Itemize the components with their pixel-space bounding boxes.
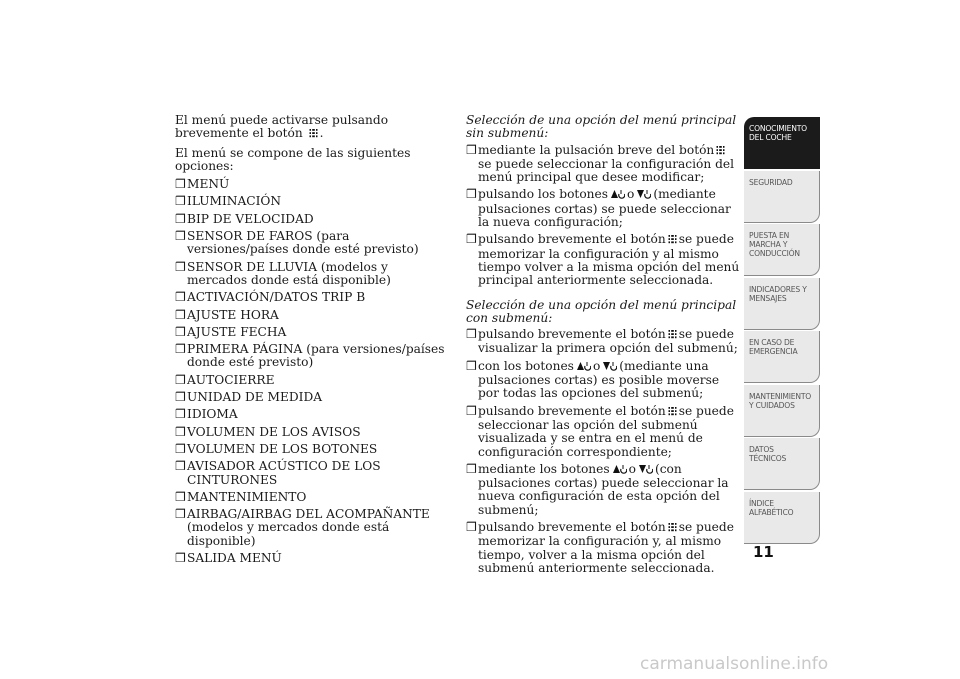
menu-button-icon bbox=[668, 406, 677, 419]
menu-button-icon bbox=[309, 128, 318, 141]
bullet-icon: ❒ bbox=[175, 507, 186, 522]
chapter-tab-label: SEGURIDAD bbox=[749, 177, 793, 187]
menu-option-label: UNIDAD DE MEDIDA bbox=[187, 390, 323, 405]
menu-button-icon bbox=[668, 329, 677, 342]
menu-button-icon bbox=[668, 522, 677, 535]
step-text: (mediante pulsaciones cortas) se puede seleccionar la nueva configuración; bbox=[478, 187, 731, 230]
step-text: pulsando brevemente el botón bbox=[478, 232, 666, 247]
bullet-icon: ❒ bbox=[466, 187, 477, 202]
bullet-icon: ❒ bbox=[466, 327, 477, 342]
list-item bbox=[175, 508, 447, 548]
section-heading-with-submenu: Selección de una opción del menú principal con submenú: bbox=[466, 297, 737, 325]
bullet-icon: ❒ bbox=[175, 459, 186, 474]
down-button-icon bbox=[636, 188, 651, 202]
chapter-tab[interactable] bbox=[744, 224, 820, 276]
steps-with-submenu bbox=[466, 328, 740, 575]
bullet-icon: ❒ bbox=[175, 259, 186, 274]
menu-options-list bbox=[175, 178, 447, 565]
list-item bbox=[466, 188, 740, 229]
chapter-tab-label: EN CASO DE EMERGENCIA bbox=[749, 338, 798, 356]
down-button-icon bbox=[602, 360, 617, 374]
menu-option-label: AJUSTE HORA bbox=[187, 307, 279, 322]
menu-option-label: SALIDA MENÚ bbox=[187, 551, 282, 566]
bullet-icon: ❒ bbox=[175, 290, 186, 305]
bullet-icon: ❒ bbox=[466, 520, 477, 535]
bullet-icon: ❒ bbox=[175, 424, 186, 439]
up-button-icon bbox=[610, 188, 625, 202]
menu-button-icon bbox=[668, 234, 677, 247]
list-item bbox=[175, 491, 447, 504]
bullet-icon: ❒ bbox=[466, 358, 477, 373]
bullet-icon: ❒ bbox=[175, 211, 186, 226]
right-column bbox=[466, 114, 740, 579]
list-item bbox=[175, 343, 447, 370]
step-connector: o bbox=[628, 461, 636, 476]
list-item bbox=[175, 460, 447, 487]
bullet-icon: ❒ bbox=[175, 229, 186, 244]
page-number: 11 bbox=[753, 543, 774, 561]
step-text: pulsando brevemente el botón bbox=[478, 520, 666, 535]
step-text: se puede seleccionar las opción del submenú visualizada y se entra en el menú de configuración correspondiente; bbox=[478, 403, 734, 459]
bullet-icon: ❒ bbox=[466, 403, 477, 418]
chapter-tab[interactable] bbox=[744, 331, 820, 383]
menu-option-label: AVISADOR ACÚSTICO DE LOS CINTURONES bbox=[187, 459, 381, 487]
step-text: (mediante una pulsaciones cortas) es posible moverse por todas las opciones del submenú; bbox=[478, 358, 720, 401]
step-text: se puede visualizar la primera opción del submenú; bbox=[478, 327, 738, 356]
menu-option-label: VOLUMEN DE LOS AVISOS bbox=[187, 424, 361, 439]
menu-button-icon bbox=[716, 145, 725, 158]
list-item bbox=[175, 374, 447, 387]
list-item bbox=[175, 391, 447, 404]
step-connector: o bbox=[592, 358, 601, 373]
step-text: se puede seleccionar la configuración del menú principal que desee modificar; bbox=[478, 156, 734, 185]
list-item bbox=[466, 360, 740, 401]
step-text: pulsando brevemente el botón bbox=[478, 327, 666, 342]
chapter-tab[interactable] bbox=[744, 438, 820, 490]
list-item bbox=[175, 178, 447, 191]
menu-option-label: MENÚ bbox=[187, 177, 230, 192]
step-text: se puede memorizar la configuración y al mismo tiempo volver a la misma opción del menú principal anteriormente seleccionada. bbox=[478, 232, 740, 288]
step-text: (con pulsaciones cortas) puede seleccionar la nueva configuración de esta opción del submenú; bbox=[478, 461, 729, 517]
bullet-icon: ❒ bbox=[175, 407, 186, 422]
watermark: carmanualsonline.info bbox=[640, 654, 829, 674]
bullet-icon: ❒ bbox=[466, 142, 477, 157]
bullet-icon: ❒ bbox=[175, 194, 186, 209]
bullet-icon: ❒ bbox=[175, 441, 186, 456]
list-item bbox=[466, 328, 740, 356]
menu-option-label: PRIMERA PÁGINA (para versiones/países donde esté previsto) bbox=[187, 342, 445, 370]
list-item bbox=[466, 521, 740, 575]
list-item bbox=[466, 405, 740, 459]
list-item bbox=[175, 326, 447, 339]
step-text: con los botones bbox=[478, 358, 574, 373]
chapter-tab[interactable] bbox=[744, 117, 820, 169]
steps-without-submenu bbox=[466, 144, 740, 288]
list-item bbox=[466, 233, 740, 287]
step-connector: o bbox=[627, 187, 635, 202]
bullet-icon: ❒ bbox=[175, 177, 186, 192]
menu-option-label: AIRBAG/AIRBAG DEL ACOMPAÑANTE (modelos y mercados donde está disponible) bbox=[187, 507, 430, 548]
list-item bbox=[175, 261, 447, 288]
list-item bbox=[175, 291, 447, 304]
chapter-tab[interactable] bbox=[744, 492, 820, 544]
list-item bbox=[175, 443, 447, 456]
step-text: mediante la pulsación breve del botón bbox=[478, 142, 715, 157]
bullet-icon: ❒ bbox=[175, 324, 186, 339]
menu-option-label: IDIOMA bbox=[187, 407, 238, 422]
menu-option-label: ACTIVACIÓN/DATOS TRIP B bbox=[187, 290, 366, 305]
intro-paragraph: El menú puede activarse pulsando brevemente el botón . bbox=[175, 113, 389, 141]
chapter-tab[interactable] bbox=[744, 171, 820, 223]
chapter-tab-label: PUESTA EN MARCHA Y CONDUCCIÓN bbox=[749, 231, 800, 258]
bullet-icon: ❒ bbox=[175, 307, 186, 322]
up-button-icon bbox=[612, 463, 627, 477]
bullet-icon: ❒ bbox=[466, 461, 477, 476]
step-text: mediante los botones bbox=[478, 461, 610, 476]
list-item bbox=[175, 213, 447, 226]
chapter-tab[interactable] bbox=[744, 278, 820, 330]
step-text: se puede memorizar la configuración y, al mismo tiempo, volver a la misma opción del submenú anteriormente seleccionada. bbox=[478, 520, 734, 575]
chapter-tab-label: MANTENIMIENTO Y CUIDADOS bbox=[749, 391, 812, 410]
chapter-tab-label: ÍNDICE ALFABÉTICO bbox=[749, 498, 794, 517]
chapter-tab[interactable] bbox=[744, 385, 820, 437]
menu-option-label: SENSOR DE LLUVIA (modelos y mercados donde está disponible) bbox=[187, 259, 391, 287]
bullet-icon: ❒ bbox=[466, 232, 477, 247]
bullet-icon: ❒ bbox=[175, 489, 186, 504]
menu-option-label: ILUMINACIÓN bbox=[187, 194, 282, 209]
menu-option-label: AJUSTE FECHA bbox=[187, 324, 287, 339]
bullet-icon: ❒ bbox=[175, 551, 186, 566]
menu-option-label: VOLUMEN DE LOS BOTONES bbox=[187, 441, 378, 456]
list-item bbox=[175, 552, 447, 565]
list-item bbox=[175, 309, 447, 322]
list-item bbox=[466, 463, 740, 517]
menu-option-label: MANTENIMIENTO bbox=[187, 489, 307, 504]
options-intro: El menú se compone de las siguientes opciones: bbox=[175, 145, 411, 173]
bullet-icon: ❒ bbox=[175, 342, 186, 357]
up-button-icon bbox=[576, 360, 591, 374]
bullet-icon: ❒ bbox=[175, 390, 186, 405]
chapter-tabs bbox=[744, 117, 820, 545]
list-item bbox=[175, 195, 447, 208]
section-heading-without-submenu: Selección de una opción del menú principal sin submenú: bbox=[466, 113, 737, 141]
list-item bbox=[175, 230, 447, 257]
chapter-tab-label: INDICADORES Y MENSAJES bbox=[749, 284, 807, 303]
down-button-icon bbox=[638, 463, 653, 477]
bullet-icon: ❒ bbox=[175, 372, 186, 387]
menu-option-label: AUTOCIERRE bbox=[187, 372, 275, 387]
list-item bbox=[466, 144, 740, 185]
list-item bbox=[175, 426, 447, 439]
menu-option-label: BIP DE VELOCIDAD bbox=[187, 211, 314, 226]
chapter-tab-label: CONOCIMIENTO DEL COCHE bbox=[749, 124, 807, 142]
step-text: pulsando los botones bbox=[478, 187, 608, 202]
left-column bbox=[175, 114, 447, 569]
menu-option-label: SENSOR DE FAROS (para versiones/países donde esté previsto) bbox=[187, 229, 419, 257]
step-text: pulsando brevemente el botón bbox=[478, 403, 666, 418]
list-item bbox=[175, 408, 447, 421]
chapter-tab-label: DATOS TÉCNICOS bbox=[749, 445, 787, 463]
